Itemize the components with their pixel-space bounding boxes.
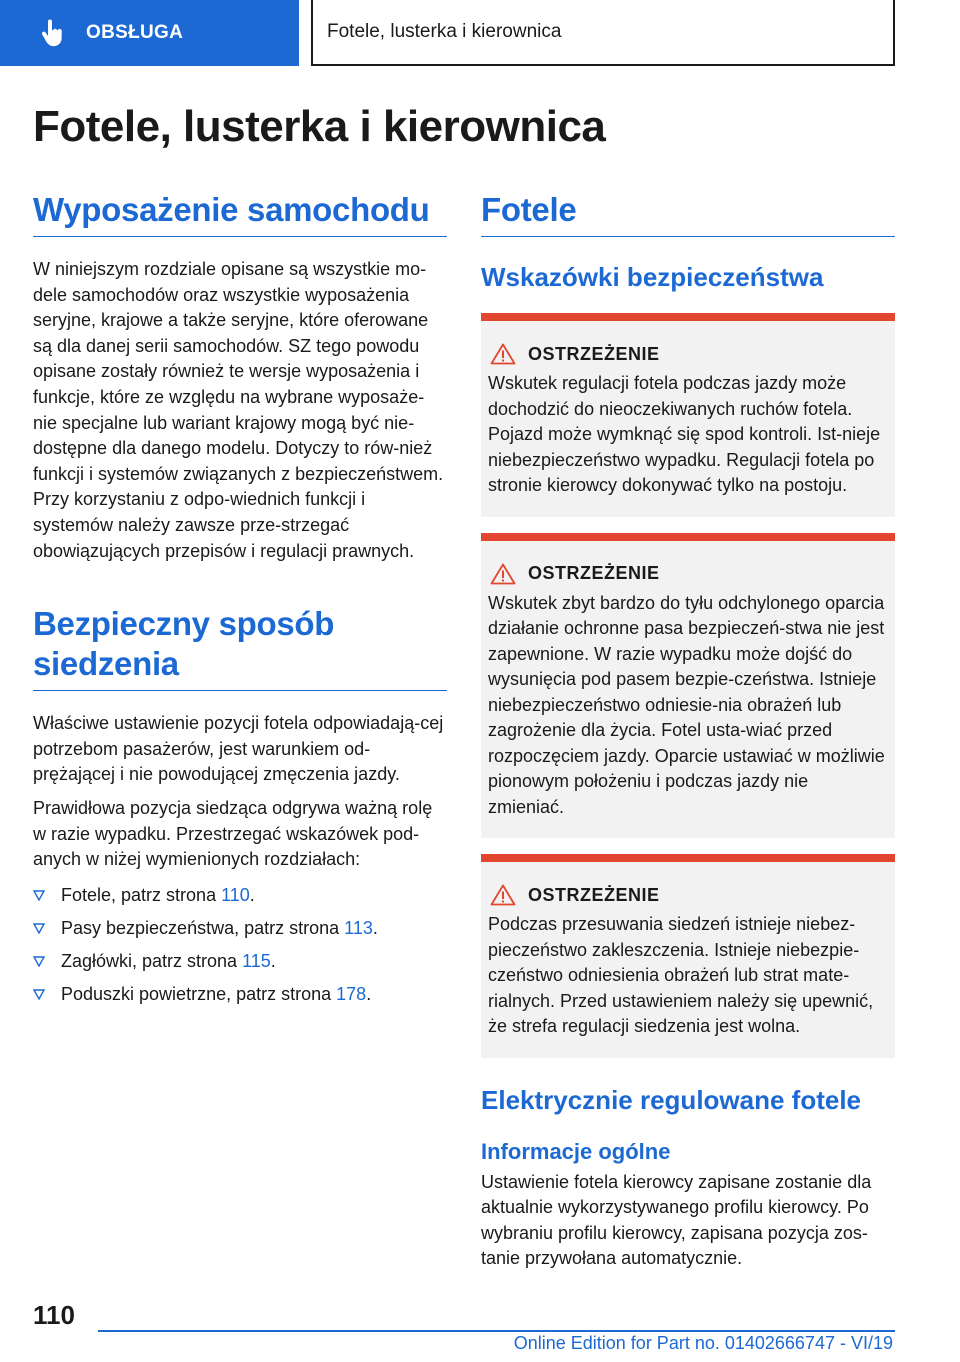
section-tab-label: OBSŁUGA	[86, 22, 184, 43]
subheading-electric-seats: Elektrycznie regulowane fotele	[481, 1084, 862, 1115]
seating-paragraph-1: Właściwe ustawienie pozycji fotela odpowiadają-cej potrzebom pasażerów, jest warunkiem od-prężającej i nie powodującej zmęczenia jazdy.	[33, 713, 444, 785]
warning-title: OSTRZEŻENIE	[528, 343, 660, 364]
section-heading-equipment: Wyposażenie samochodu	[33, 190, 447, 237]
warning-triangle-icon	[490, 884, 516, 906]
page-link[interactable]: 113	[344, 917, 373, 938]
triangle-bullet-icon	[33, 989, 45, 1000]
footer-divider	[98, 1330, 895, 1332]
list-item: Pasy bezpieczeństwa, patrz strona 113.	[33, 916, 447, 941]
subheading-safety: Wskazówki bezpieczeństwa	[481, 262, 824, 292]
equipment-paragraph: W niniejszym rozdziale opisane są wszystkie mo-dele samochodów oraz wszystkie wyposażenia seryjne, krajowe a także seryjne, które oferowane są dla danej serii samochodów. SZ tego powodu opisane zostały również te wersje wyposażenia i funkcje, które ze względu na wybrane wyposaże-nie specjalne lub wariant krajowy mogą być nie-dostępne dla danego modelu. Dotyczy to rów-nież funkcji i systemów związanych z bezpieczeństwem. Przy korzystaniu z odpo-wiednich funkcji i systemów należy zawsze prze-strzegać obowiązujących przepisów i regulacji prawnych.	[33, 259, 444, 561]
page-link[interactable]: 178	[336, 983, 367, 1004]
warning-title: OSTRZEŻENIE	[528, 884, 660, 905]
left-column	[33, 190, 447, 1015]
section-heading-seats: Fotele	[481, 190, 895, 237]
right-column	[481, 190, 895, 1272]
triangle-bullet-icon	[33, 890, 45, 901]
seating-paragraph-2: Prawidłowa pozycja siedząca odgrywa ważną rolę w razie wypadku. Przestrzegać wskazówek pod-anych w niżej wymienionych rozdziałach:	[33, 797, 433, 870]
warning-title: OSTRZEŻENIE	[528, 563, 660, 583]
warning-text: Podczas przesuwania siedzeń istnieje niebez-pieczeństwo zakleszczenia. Istnieje niebezpie-czeństwo odniesienia obrażeń lub strat mate-rialnych. Przed ustawieniem należy się upewnić, że strefa regulacji siedzenia jest wolna.	[488, 914, 874, 1036]
warning-text: Wskutek regulacji fotela podczas jazdy może dochodzić do nieoczekiwanych ruchów fotela. Pojazd może wymknąć się spod kontroli. Ist-nieje niebezpieczeństwo wypadku. Regulacji fotela po stronie kierowcy dokonywać tylko na postoju.	[488, 373, 881, 495]
subheading-general-info: Informacje ogólne	[481, 1138, 671, 1164]
warning-triangle-icon	[490, 343, 516, 365]
hand-pointer-icon	[40, 19, 64, 47]
triangle-bullet-icon	[33, 923, 45, 934]
section-tab[interactable]	[0, 0, 299, 66]
general-info-paragraph: Ustawienie fotela kierowcy zapisane zostanie dla aktualnie wykorzystywanego profilu kierowcy. Po wybraniu profilu kierowcy, zapisana pozycja zos-tanie przywołana automatycznie.	[481, 1171, 872, 1269]
breadcrumb-label: Fotele, lusterka i kierownica	[327, 21, 562, 42]
page-link[interactable]: 110	[221, 884, 250, 905]
list-item: Fotele, patrz strona 110.	[33, 883, 447, 908]
reference-list	[33, 883, 447, 1007]
edition-note: Online Edition for Part no. 01402666747 - VI/19	[513, 1333, 893, 1353]
page-title: Fotele, lusterka i kierownica	[33, 102, 606, 151]
warning-box	[481, 854, 895, 1058]
triangle-bullet-icon	[33, 956, 45, 967]
warning-box	[481, 313, 895, 517]
warning-text: Wskutek zbyt bardzo do tyłu odchylonego oparcia działanie ochronne pasa bezpieczeń-stwa nie jest zapewnione. W razie wypadku może dojść do wysunięcia pod pasem bezpie-czeństwa. Istnieje niebezpieczeństwo odniesie-nia obrażeń lub zagrożenie dla życia. Fotel usta-wiać przed rozpoczęciem jazdy. Oparcie ustawiać w możliwie pionowym położeniu i podczas jazdy nie zmieniać.	[488, 592, 885, 817]
warning-box	[481, 533, 895, 839]
warning-triangle-icon	[490, 563, 516, 585]
page-number: 110	[33, 1300, 75, 1330]
list-item: Poduszki powietrzne, patrz strona 178.	[33, 982, 447, 1007]
breadcrumb	[311, 0, 895, 66]
list-item: Zagłówki, patrz strona 115.	[33, 949, 447, 974]
page-link[interactable]: 115	[242, 950, 271, 971]
section-heading-seating: Bezpieczny sposób siedzenia	[33, 604, 447, 691]
